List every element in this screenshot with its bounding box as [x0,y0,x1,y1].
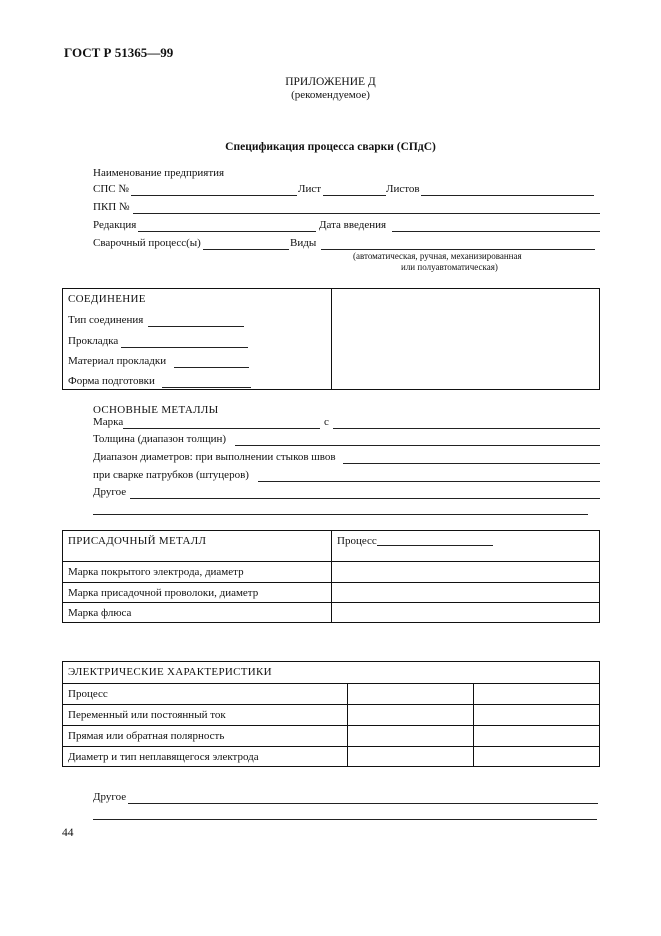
filler-title: ПРИСАДОЧНЫЙ МЕТАЛЛ [68,535,207,547]
filler-row-wire: Марка присадочной проволоки, диаметр [68,587,259,599]
joint-box-divider [331,288,332,390]
base-other-label: Другое [93,486,127,498]
pkp-label: ПКП № [93,201,130,213]
date-label: Дата введения [319,219,387,231]
filler-row-line-1 [62,561,600,562]
backing-label: Прокладка [68,335,119,347]
electrical-title: ЭЛЕКТРИЧЕСКИЕ ХАРАКТЕРИСТИКИ [68,666,272,678]
backing-field[interactable] [121,347,248,348]
electrical-col-line-1 [347,683,348,767]
electrical-row-line-1 [62,683,600,684]
electrical-col-line-2 [473,683,474,767]
diameter-branch-label: при сварке патрубков (штуцеров) [93,469,249,481]
types-field[interactable] [321,249,595,250]
thickness-field[interactable] [235,445,600,446]
joint-title: СОЕДИНЕНИЕ [68,293,146,305]
electrical-row-polarity: Прямая или обратная полярность [68,730,225,742]
filler-table-divider [331,530,332,623]
types-note-line1: (автоматическая, ручная, механизированная [353,251,522,261]
base-other-field[interactable] [130,498,600,499]
filler-row-electrode: Марка покрытого электрода, диаметр [68,566,244,578]
pkp-field[interactable] [133,213,600,214]
grade-label: Марка [93,416,124,428]
filler-row-flux: Марка флюса [68,607,132,619]
appendix-title: ПРИЛОЖЕНИЕ Д [285,76,376,88]
enterprise-label: Наименование предприятия [93,167,225,179]
standard-number: ГОСТ Р 51365—99 [64,45,174,60]
grade-with-label: с [324,416,329,428]
sheet-field[interactable] [323,195,386,196]
electrical-row-electrode: Диаметр и тип неплавящегося электрода [68,751,259,763]
footer-other-field-2[interactable] [93,819,597,820]
grade-field-1[interactable] [123,428,320,429]
filler-row-line-2 [62,582,600,583]
sheets-field[interactable] [421,195,594,196]
edition-field[interactable] [138,231,316,232]
electrical-row-line-3 [62,725,600,726]
sheet-label: Лист [298,183,322,195]
electrical-row-line-2 [62,704,600,705]
joint-type-label: Тип соединения [68,314,144,326]
page-number: 44 [62,827,74,839]
footer-other-field[interactable] [128,803,598,804]
grade-field-2[interactable] [333,428,600,429]
sps-field[interactable] [131,195,297,196]
base-other-field-2[interactable] [93,514,588,515]
types-label: Виды [290,237,317,249]
date-field[interactable] [392,231,600,232]
diameter-butt-field[interactable] [343,463,600,464]
edition-label: Редакция [93,219,137,231]
preparation-field[interactable] [162,387,251,388]
backing-material-label: Материал прокладки [68,355,167,367]
filler-process-field[interactable] [377,545,493,546]
filler-process-label: Процесс [337,535,377,547]
electrical-row-line-4 [62,746,600,747]
sps-label: СПС № [93,183,129,195]
diameter-butt-label: Диапазон диаметров: при выполнении стыков швов [93,451,336,463]
thickness-label: Толщина (диапазон толщин) [93,433,227,445]
backing-material-field[interactable] [174,367,249,368]
process-field[interactable] [203,249,289,250]
electrical-row-current: Переменный или постоянный ток [68,709,226,721]
process-label: Сварочный процесс(ы) [93,237,201,249]
doc-title: Спецификация процесса сварки (СПдС) [225,141,436,153]
base-metals-title: ОСНОВНЫЕ МЕТАЛЛЫ [93,404,219,416]
types-note-line2: или полуавтоматическая) [401,262,498,272]
footer-other-label: Другое [93,791,127,803]
electrical-row-process: Процесс [68,688,108,700]
diameter-branch-field[interactable] [258,481,600,482]
sheets-label: Листов [386,183,420,195]
preparation-label: Форма подготовки [68,375,155,387]
joint-type-field[interactable] [148,326,244,327]
filler-row-line-3 [62,602,600,603]
appendix-subtitle: (рекомендуемое) [291,89,370,101]
